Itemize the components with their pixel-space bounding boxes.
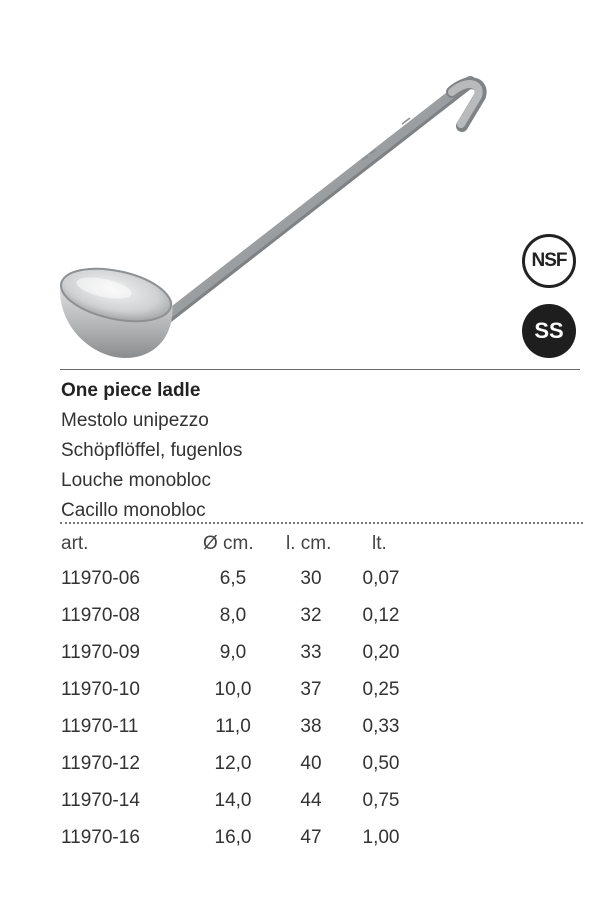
cell-art: 11970-11 [61, 716, 139, 737]
table-row [0, 562, 613, 599]
specs-table [0, 527, 613, 858]
cell-diameter: 8,0 [219, 605, 247, 626]
product-title-it: Mestolo unipezzo [61, 410, 209, 431]
cell-capacity: 0,12 [362, 605, 400, 626]
cell-art: 11970-12 [61, 753, 140, 774]
product-titles [61, 376, 242, 526]
product-title-fr: Louche monobloc [61, 470, 211, 491]
cell-length: 44 [300, 790, 322, 811]
nsf-certification-badge: NSF [522, 234, 576, 288]
cell-capacity: 0,25 [362, 679, 400, 700]
cell-diameter: 10,0 [214, 679, 252, 700]
header-diameter: Ø cm. [203, 533, 254, 554]
cell-length: 33 [300, 642, 322, 663]
cell-art: 11970-14 [61, 790, 140, 811]
table-row [0, 784, 613, 821]
cell-diameter: 16,0 [214, 827, 252, 848]
cell-capacity: 0,20 [362, 642, 400, 663]
header-length: l. cm. [286, 533, 332, 554]
cell-art: 11970-10 [61, 679, 140, 700]
cell-capacity: 1,00 [362, 827, 400, 848]
cell-length: 47 [300, 827, 322, 848]
cell-diameter: 11,0 [215, 716, 251, 737]
dotted-divider [60, 522, 583, 524]
table-row [0, 821, 613, 858]
cell-diameter: 14,0 [214, 790, 252, 811]
cell-length: 40 [300, 753, 322, 774]
ladle-image [0, 0, 613, 370]
table-row [0, 673, 613, 710]
table-row [0, 747, 613, 784]
cell-length: 37 [300, 679, 322, 700]
cell-art: 11970-08 [61, 605, 140, 626]
product-title-es: Cacillo monobloc [61, 500, 206, 521]
cell-capacity: 0,07 [362, 568, 400, 589]
cell-length: 30 [300, 568, 322, 589]
cell-length: 32 [300, 605, 322, 626]
table-header-row [0, 527, 613, 562]
cell-capacity: 0,75 [362, 790, 400, 811]
product-title-en: One piece ladle [61, 380, 201, 401]
cell-diameter: 9,0 [219, 642, 247, 663]
cell-capacity: 0,50 [362, 753, 400, 774]
cell-art: 11970-09 [61, 642, 140, 663]
cell-diameter: 6,5 [219, 568, 247, 589]
cell-length: 38 [300, 716, 322, 737]
table-row [0, 599, 613, 636]
cell-capacity: 0,33 [362, 716, 400, 737]
table-row [0, 710, 613, 747]
section-divider [60, 369, 580, 370]
cell-art: 11970-06 [61, 568, 140, 589]
cell-diameter: 12,0 [214, 753, 252, 774]
header-art: art. [61, 533, 89, 554]
table-row [0, 636, 613, 673]
header-capacity: lt. [372, 533, 387, 554]
cell-art: 11970-16 [61, 827, 140, 848]
product-title-de: Schöpflöffel, fugenlos [61, 440, 243, 461]
stainless-steel-badge: SS [522, 304, 576, 358]
